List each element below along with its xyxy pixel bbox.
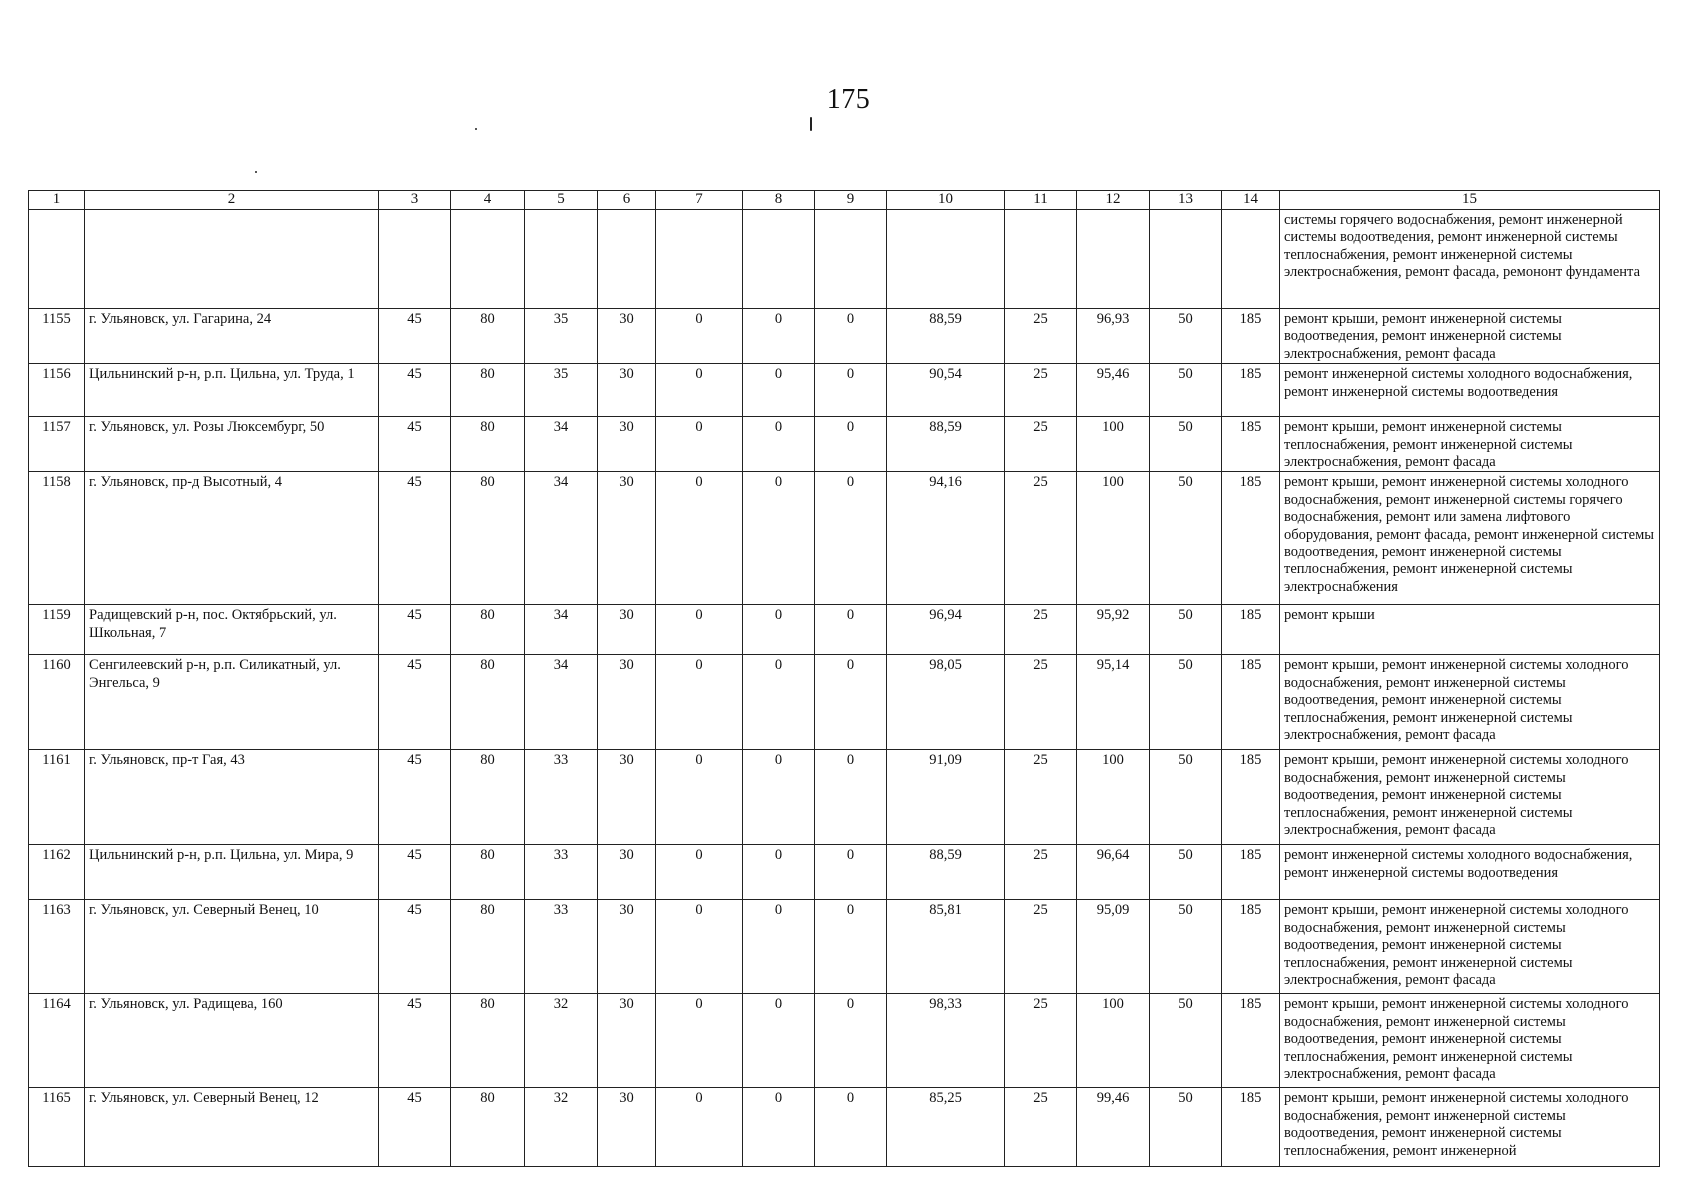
column-10-value: 88,59 <box>887 845 1005 900</box>
column-13-value: 50 <box>1150 472 1222 605</box>
column-14-value: 185 <box>1222 845 1280 900</box>
column-6-value: 30 <box>598 655 656 750</box>
row-number: 1158 <box>29 472 85 605</box>
column-11-value: 25 <box>1005 994 1077 1088</box>
column-5-value: 33 <box>525 750 598 845</box>
column-6-value: 30 <box>598 994 656 1088</box>
scan-speck <box>255 171 257 173</box>
column-11-value: 25 <box>1005 417 1077 472</box>
column-8-value: 0 <box>743 900 815 994</box>
column-6-value: 30 <box>598 845 656 900</box>
column-11-value: 25 <box>1005 845 1077 900</box>
column-5-value: 33 <box>525 900 598 994</box>
column-14-value <box>1222 210 1280 309</box>
column-12-value <box>1077 210 1150 309</box>
column-4-value: 80 <box>451 994 525 1088</box>
column-11-value: 25 <box>1005 900 1077 994</box>
address-cell: г. Ульяновск, ул. Северный Венец, 10 <box>85 900 379 994</box>
column-9-value: 0 <box>815 364 887 417</box>
column-4-value: 80 <box>451 472 525 605</box>
column-8-value: 0 <box>743 605 815 655</box>
column-3-value: 45 <box>379 1088 451 1167</box>
column-12-value: 95,09 <box>1077 900 1150 994</box>
column-number: 12 <box>1077 191 1150 210</box>
column-13-value: 50 <box>1150 364 1222 417</box>
table-row <box>29 210 1660 309</box>
address-cell: Цильнинский р-н, р.п. Цильна, ул. Труда, 1 <box>85 364 379 417</box>
column-11-value: 25 <box>1005 750 1077 845</box>
column-8-value: 0 <box>743 364 815 417</box>
page-number: 175 <box>826 84 871 115</box>
column-14-value: 185 <box>1222 309 1280 364</box>
column-14-value: 185 <box>1222 900 1280 994</box>
column-3-value: 45 <box>379 364 451 417</box>
column-7-value: 0 <box>656 417 743 472</box>
address-cell <box>85 210 379 309</box>
column-8-value: 0 <box>743 472 815 605</box>
works-list-cell: ремонт инженерной системы холодного водоснабжения, ремонт инженерной системы водоотведения <box>1280 364 1660 417</box>
column-number: 2 <box>85 191 379 210</box>
address-cell: г. Ульяновск, ул. Радищева, 160 <box>85 994 379 1088</box>
column-5-value: 32 <box>525 1088 598 1167</box>
works-list-cell: ремонт крыши, ремонт инженерной системы холодного водоснабжения, ремонт инженерной системы водоотведения, ремонт инженерной системы теплоснабжения, ремонт инженерной системы электроснабжения, ремонт фасада <box>1280 994 1660 1088</box>
column-13-value: 50 <box>1150 655 1222 750</box>
column-7-value: 0 <box>656 472 743 605</box>
column-6-value: 30 <box>598 417 656 472</box>
column-10-value: 85,81 <box>887 900 1005 994</box>
column-4-value: 80 <box>451 655 525 750</box>
column-6-value <box>598 210 656 309</box>
column-6-value: 30 <box>598 309 656 364</box>
column-9-value: 0 <box>815 655 887 750</box>
column-6-value: 30 <box>598 900 656 994</box>
column-number: 3 <box>379 191 451 210</box>
works-list-cell: ремонт крыши, ремонт инженерной системы холодного водоснабжения, ремонт инженерной системы водоотведения, ремонт инженерной системы теплоснабжения, ремонт инженерной системы электроснабжения, ремонт фасада <box>1280 750 1660 845</box>
column-14-value: 185 <box>1222 994 1280 1088</box>
column-10-value: 85,25 <box>887 1088 1005 1167</box>
column-4-value: 80 <box>451 900 525 994</box>
column-11-value: 25 <box>1005 309 1077 364</box>
column-3-value: 45 <box>379 605 451 655</box>
column-4-value: 80 <box>451 364 525 417</box>
column-5-value: 34 <box>525 472 598 605</box>
column-14-value: 185 <box>1222 605 1280 655</box>
column-11-value: 25 <box>1005 605 1077 655</box>
table-row <box>29 655 1660 750</box>
table-row <box>29 309 1660 364</box>
column-10-value: 94,16 <box>887 472 1005 605</box>
column-11-value: 25 <box>1005 472 1077 605</box>
row-number: 1155 <box>29 309 85 364</box>
column-13-value: 50 <box>1150 1088 1222 1167</box>
column-11-value: 25 <box>1005 1088 1077 1167</box>
address-cell: Сенгилеевский р-н, р.п. Силикатный, ул. Энгельса, 9 <box>85 655 379 750</box>
column-12-value: 100 <box>1077 417 1150 472</box>
column-13-value: 50 <box>1150 750 1222 845</box>
works-list-cell: ремонт крыши, ремонт инженерной системы холодного водоснабжения, ремонт инженерной системы горячего водоснабжения, ремонт или замена лифтового оборудования, ремонт фасада, ремонт инженерной системы водоотведения, ремонт инженерной системы теплоснабжения, ремонт инженерной системы электроснабжения <box>1280 472 1660 605</box>
address-cell: г. Ульяновск, пр-т Гая, 43 <box>85 750 379 845</box>
column-10-value: 88,59 <box>887 417 1005 472</box>
column-7-value <box>656 210 743 309</box>
column-14-value: 185 <box>1222 417 1280 472</box>
row-number: 1161 <box>29 750 85 845</box>
row-number <box>29 210 85 309</box>
column-4-value <box>451 210 525 309</box>
registry-table <box>28 190 1660 1167</box>
column-9-value: 0 <box>815 750 887 845</box>
row-number: 1159 <box>29 605 85 655</box>
column-9-value: 0 <box>815 994 887 1088</box>
column-14-value: 185 <box>1222 472 1280 605</box>
column-5-value: 35 <box>525 364 598 417</box>
works-list-cell: ремонт инженерной системы холодного водоснабжения, ремонт инженерной системы водоотведения <box>1280 845 1660 900</box>
works-list-cell: ремонт крыши, ремонт инженерной системы холодного водоснабжения, ремонт инженерной системы водоотведения, ремонт инженерной системы теплоснабжения, ремонт инженерной системы электроснабжения, ремонт фасада <box>1280 900 1660 994</box>
column-7-value: 0 <box>656 994 743 1088</box>
row-number: 1160 <box>29 655 85 750</box>
works-list-cell: ремонт крыши, ремонт инженерной системы теплоснабжения, ремонт инженерной системы электроснабжения, ремонт фасада <box>1280 417 1660 472</box>
column-number: 14 <box>1222 191 1280 210</box>
column-3-value: 45 <box>379 472 451 605</box>
column-9-value: 0 <box>815 417 887 472</box>
column-number: 11 <box>1005 191 1077 210</box>
column-7-value: 0 <box>656 750 743 845</box>
address-cell: г. Ульяновск, ул. Розы Люксембург, 50 <box>85 417 379 472</box>
column-13-value: 50 <box>1150 845 1222 900</box>
column-9-value: 0 <box>815 309 887 364</box>
column-12-value: 100 <box>1077 472 1150 605</box>
column-10-value: 90,54 <box>887 364 1005 417</box>
column-3-value: 45 <box>379 655 451 750</box>
column-7-value: 0 <box>656 1088 743 1167</box>
works-list-cell: системы горячего водоснабжения, ремонт инженерной системы водоотведения, ремонт инженерной системы теплоснабжения, ремонт инженерной системы электроснабжения, ремонт фасада, ремононт фундамента <box>1280 210 1660 309</box>
column-number: 7 <box>656 191 743 210</box>
column-13-value: 50 <box>1150 605 1222 655</box>
table-row <box>29 900 1660 994</box>
column-12-value: 100 <box>1077 994 1150 1088</box>
column-4-value: 80 <box>451 605 525 655</box>
row-number: 1164 <box>29 994 85 1088</box>
column-9-value <box>815 210 887 309</box>
address-cell: г. Ульяновск, ул. Гагарина, 24 <box>85 309 379 364</box>
column-8-value: 0 <box>743 845 815 900</box>
table-body <box>29 191 1660 1167</box>
column-number: 1 <box>29 191 85 210</box>
column-10-value: 98,33 <box>887 994 1005 1088</box>
column-number: 8 <box>743 191 815 210</box>
column-5-value: 33 <box>525 845 598 900</box>
column-11-value <box>1005 210 1077 309</box>
column-12-value: 100 <box>1077 750 1150 845</box>
row-number: 1163 <box>29 900 85 994</box>
column-6-value: 30 <box>598 750 656 845</box>
address-cell: г. Ульяновск, пр-д Высотный, 4 <box>85 472 379 605</box>
address-cell: Цильнинский р-н, р.п. Цильна, ул. Мира, 9 <box>85 845 379 900</box>
column-3-value: 45 <box>379 994 451 1088</box>
column-5-value: 34 <box>525 655 598 750</box>
table-row <box>29 1088 1660 1167</box>
table-row <box>29 605 1660 655</box>
column-6-value: 30 <box>598 364 656 417</box>
column-3-value: 45 <box>379 750 451 845</box>
table-row <box>29 845 1660 900</box>
column-6-value: 30 <box>598 605 656 655</box>
column-10-value <box>887 210 1005 309</box>
column-13-value: 50 <box>1150 417 1222 472</box>
column-4-value: 80 <box>451 750 525 845</box>
column-9-value: 0 <box>815 472 887 605</box>
column-8-value: 0 <box>743 994 815 1088</box>
row-number: 1156 <box>29 364 85 417</box>
column-13-value <box>1150 210 1222 309</box>
works-list-cell: ремонт крыши, ремонт инженерной системы холодного водоснабжения, ремонт инженерной системы водоотведения, ремонт инженерной системы теплоснабжения, ремонт инженерной <box>1280 1088 1660 1167</box>
column-6-value: 30 <box>598 472 656 605</box>
column-9-value: 0 <box>815 605 887 655</box>
column-3-value: 45 <box>379 309 451 364</box>
column-number: 4 <box>451 191 525 210</box>
column-number: 6 <box>598 191 656 210</box>
column-5-value: 34 <box>525 417 598 472</box>
column-10-value: 91,09 <box>887 750 1005 845</box>
address-cell: г. Ульяновск, ул. Северный Венец, 12 <box>85 1088 379 1167</box>
column-12-value: 95,92 <box>1077 605 1150 655</box>
column-4-value: 80 <box>451 309 525 364</box>
table-row <box>29 364 1660 417</box>
column-13-value: 50 <box>1150 994 1222 1088</box>
column-9-value: 0 <box>815 1088 887 1167</box>
column-8-value: 0 <box>743 750 815 845</box>
column-14-value: 185 <box>1222 364 1280 417</box>
row-number: 1165 <box>29 1088 85 1167</box>
column-8-value: 0 <box>743 1088 815 1167</box>
column-number: 15 <box>1280 191 1660 210</box>
table-row <box>29 994 1660 1088</box>
column-number: 13 <box>1150 191 1222 210</box>
scan-speck <box>475 128 477 130</box>
table-row <box>29 472 1660 605</box>
column-8-value: 0 <box>743 655 815 750</box>
column-7-value: 0 <box>656 655 743 750</box>
column-number: 10 <box>887 191 1005 210</box>
column-4-value: 80 <box>451 1088 525 1167</box>
column-7-value: 0 <box>656 364 743 417</box>
column-14-value: 185 <box>1222 750 1280 845</box>
column-5-value <box>525 210 598 309</box>
column-12-value: 95,46 <box>1077 364 1150 417</box>
column-7-value: 0 <box>656 845 743 900</box>
column-9-value: 0 <box>815 845 887 900</box>
column-13-value: 50 <box>1150 900 1222 994</box>
row-number: 1162 <box>29 845 85 900</box>
works-list-cell: ремонт крыши <box>1280 605 1660 655</box>
column-11-value: 25 <box>1005 655 1077 750</box>
column-3-value: 45 <box>379 845 451 900</box>
column-14-value: 185 <box>1222 655 1280 750</box>
column-12-value: 95,14 <box>1077 655 1150 750</box>
works-list-cell: ремонт крыши, ремонт инженерной системы водоотведения, ремонт инженерной системы электроснабжения, ремонт фасада <box>1280 309 1660 364</box>
row-number: 1157 <box>29 417 85 472</box>
column-6-value: 30 <box>598 1088 656 1167</box>
column-3-value <box>379 210 451 309</box>
column-12-value: 99,46 <box>1077 1088 1150 1167</box>
address-cell: Радищевский р-н, пос. Октябрьский, ул. Школьная, 7 <box>85 605 379 655</box>
table-row <box>29 417 1660 472</box>
column-5-value: 35 <box>525 309 598 364</box>
table-row <box>29 750 1660 845</box>
column-number: 5 <box>525 191 598 210</box>
column-12-value: 96,64 <box>1077 845 1150 900</box>
column-8-value <box>743 210 815 309</box>
column-8-value: 0 <box>743 417 815 472</box>
column-14-value: 185 <box>1222 1088 1280 1167</box>
column-7-value: 0 <box>656 900 743 994</box>
column-11-value: 25 <box>1005 364 1077 417</box>
column-9-value: 0 <box>815 900 887 994</box>
column-7-value: 0 <box>656 309 743 364</box>
column-13-value: 50 <box>1150 309 1222 364</box>
works-list-cell: ремонт крыши, ремонт инженерной системы холодного водоснабжения, ремонт инженерной системы водоотведения, ремонт инженерной системы теплоснабжения, ремонт инженерной системы электроснабжения, ремонт фасада <box>1280 655 1660 750</box>
column-3-value: 45 <box>379 417 451 472</box>
scan-speck <box>810 117 812 131</box>
column-5-value: 34 <box>525 605 598 655</box>
column-5-value: 32 <box>525 994 598 1088</box>
column-8-value: 0 <box>743 309 815 364</box>
column-number: 9 <box>815 191 887 210</box>
column-4-value: 80 <box>451 845 525 900</box>
column-10-value: 96,94 <box>887 605 1005 655</box>
column-12-value: 96,93 <box>1077 309 1150 364</box>
column-4-value: 80 <box>451 417 525 472</box>
column-10-value: 88,59 <box>887 309 1005 364</box>
column-10-value: 98,05 <box>887 655 1005 750</box>
column-7-value: 0 <box>656 605 743 655</box>
column-number-row <box>29 191 1660 210</box>
column-3-value: 45 <box>379 900 451 994</box>
